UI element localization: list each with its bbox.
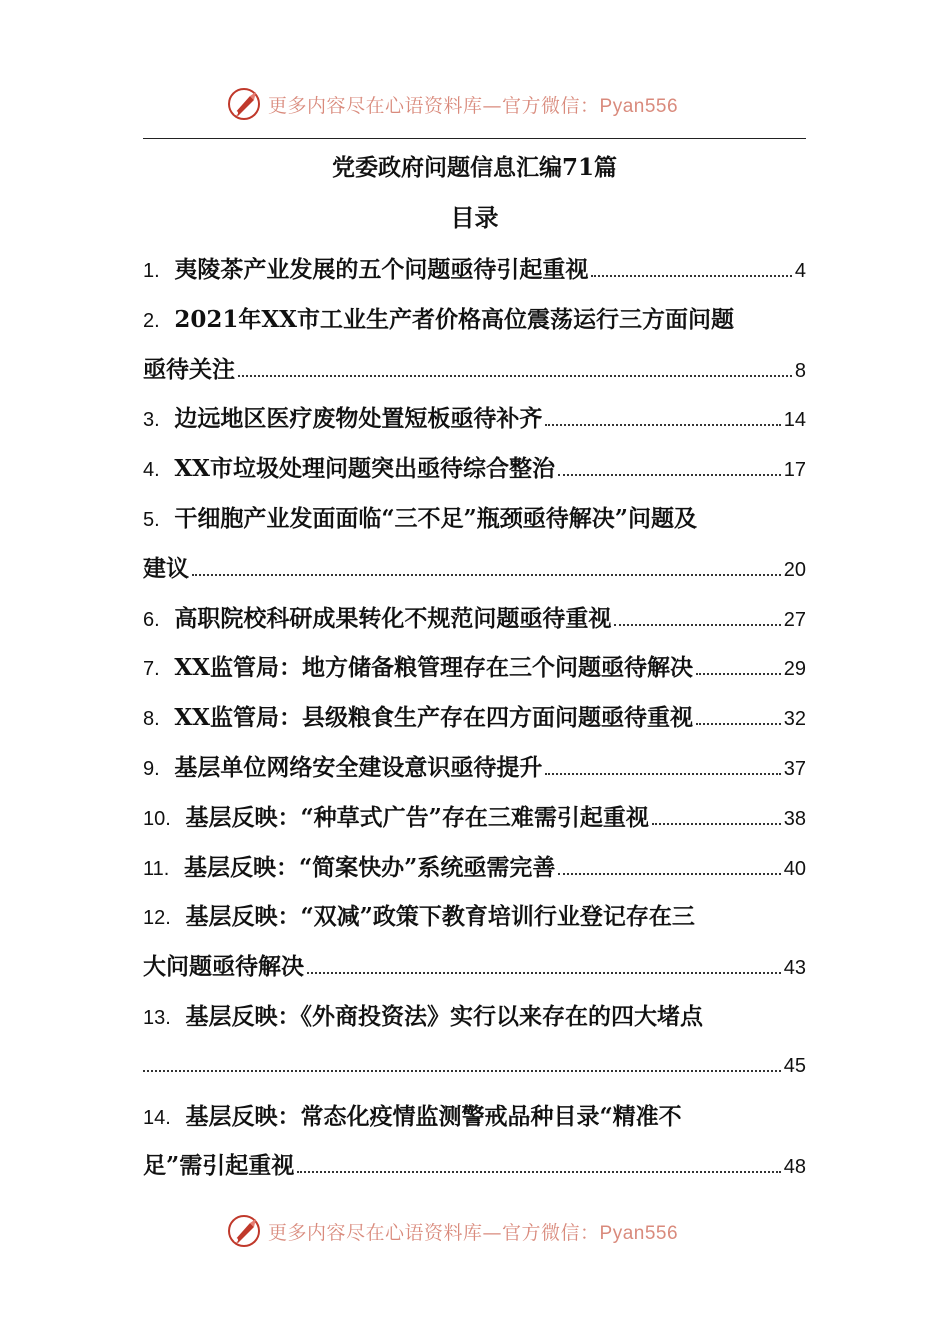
toc-entry[interactable]: 9. 基层单位网络安全建设意识亟待提升 37 bbox=[143, 753, 806, 781]
footer-banner bbox=[0, 1211, 950, 1251]
toc-entry[interactable]: 6. 高职院校科研成果转化不规范问题亟待重视 27 bbox=[143, 604, 806, 632]
pen-nib-logo-icon bbox=[226, 86, 262, 122]
toc-entry[interactable]: 3. 边远地区医疗废物处置短板亟待补齐 14 bbox=[143, 405, 806, 433]
toc-entry[interactable]: 2. 2021年XX市工业生产者价格高位震荡运行三方面问题 亟待关注 8 bbox=[143, 305, 806, 383]
header-banner bbox=[0, 84, 950, 124]
toc-entry[interactable]: 7. XX监管局：地方储备粮管理存在三个问题亟待解决 29 bbox=[143, 654, 806, 682]
toc-entry[interactable]: 4. XX市垃圾处理问题突出亟待综合整治 17 bbox=[143, 455, 806, 483]
toc-heading: 目录 bbox=[450, 203, 499, 232]
toc-entry[interactable]: 10. 基层反映：“种草式广告”存在三难需引起重视 38 bbox=[143, 803, 806, 831]
header-rule bbox=[143, 138, 806, 139]
toc-entry[interactable]: 13. 基层反映：《外商投资法》实行以来存在的四大堵点 45 bbox=[143, 1002, 806, 1077]
table-of-contents bbox=[143, 245, 806, 1191]
toc-entry[interactable]: 11. 基层反映：“简案快办”系统亟需完善 40 bbox=[143, 853, 806, 881]
toc-entry[interactable]: 1. 夷陵茶产业发展的五个问题亟待引起重视 4 bbox=[143, 256, 806, 283]
toc-entry[interactable]: 14. 基层反映：常态化疫情监测警戒品种目录“精准不 足”需引起重视 48 bbox=[143, 1102, 806, 1180]
banner-text: 更多内容尽在心语资料库—官方微信：Pyan556 bbox=[268, 1221, 679, 1244]
banner-text: 更多内容尽在心语资料库—官方微信：Pyan556 bbox=[268, 94, 679, 117]
document-title: 党委政府问题信息汇编71篇 bbox=[331, 154, 617, 181]
toc-entry[interactable]: 12. 基层反映：“双减”政策下教育培训行业登记存在三 大问题亟待解决 43 bbox=[143, 903, 806, 981]
toc-entry[interactable]: 5. 干细胞产业发面面临“三不足”瓶颈亟待解决”问题及 建议 20 bbox=[143, 504, 806, 582]
toc-entry[interactable]: 8. XX监管局：县级粮食生产存在四方面问题亟待重视 32 bbox=[143, 704, 806, 732]
pen-nib-logo-icon bbox=[226, 1213, 262, 1249]
